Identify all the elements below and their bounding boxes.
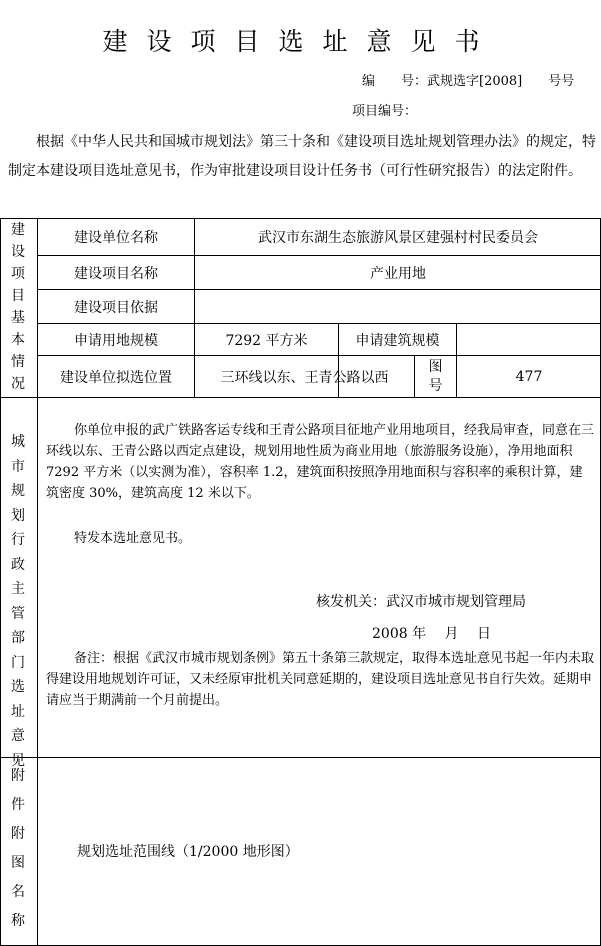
unit-value: 武汉市东湖生态旅游风景区建强村村民委员会: [258, 230, 538, 246]
project-label: 建设项目名称: [74, 265, 158, 282]
project-number: 项目编号：: [352, 104, 418, 119]
map-label: 图号: [428, 358, 443, 394]
opinion-issuer: 核发机关：武汉市城市规划管理局: [316, 594, 526, 610]
document-title: 建设项目选址意见书: [102, 27, 499, 56]
unit-label: 建设单位名称: [74, 230, 158, 246]
opinion-issue-line: 特发本选址意见书。: [74, 531, 192, 546]
intro-paragraph: 根据《中华人民共和国城市规划法》第三十条和《建设项目选址规划管理办法》的规定，特制定本建设项目选址意见书，作为审批建设项目设计任务书（可行性研究报告）的法定附件。: [8, 134, 596, 179]
project-value: 产业用地: [370, 265, 426, 282]
location-value: 三环线以东、王青公路以西: [220, 369, 389, 386]
basis-label: 建设项目依据: [74, 299, 158, 316]
build-label: 申请建筑规模: [355, 332, 440, 349]
land-value: 7292 平方米: [225, 332, 308, 349]
opinion-note: 备注：根据《武汉市城市规划条例》第五十条第三款规定，取得本选址意见书起一年内未取得建设用地规划许可证，又未经原审批机关同意延期的，建设项目选址意见书自行失效。延期申请应当于期满前一个月前提出。: [46, 651, 595, 708]
attachment-content: 规划选址范围线（1/2000 地形图）: [77, 844, 299, 860]
build-value: [457, 324, 601, 355]
number-label: 编 号：: [362, 74, 428, 89]
location-label: 建设单位拟选位置: [60, 369, 172, 386]
opinion-body: 你单位申报的武广铁路客运专线和王青公路项目征地产业用地项目，经我局审查，同意在三环线以东、王青公路以西定点建设，规划用地性质为商业用地（旅游服务设施），净用地面积 7292 平方米（以实测为准），容积率 1.2，建筑面积按照净用地面积与容积率的乘积计算，建筑密度 30%，建筑高度 12 米以下。: [46, 423, 595, 501]
document-number: 编 号：武规选字[2008] 号号: [362, 74, 575, 89]
attachment-section-label: 附件附图名称: [11, 768, 25, 929]
opinion-section-label: 城市规划行政主管部门选址意见: [11, 434, 25, 769]
basis-value: [195, 290, 601, 323]
map-value: 477: [515, 368, 543, 385]
land-label: 申请用地规模: [74, 332, 158, 349]
opinion-date: 2008 年 月 日: [372, 626, 491, 642]
basic-section-label: 建设项目基本情况: [11, 222, 25, 392]
number-value: 武规选字[2008] 号: [427, 74, 562, 89]
